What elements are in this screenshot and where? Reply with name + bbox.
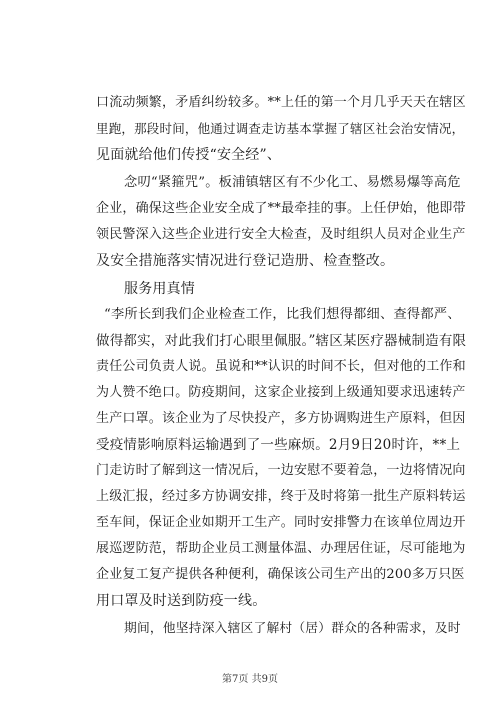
text-line: 受疫情影响原料运输遇到了一些麻烦。2月9日20时许，**上 (96, 437, 461, 453)
text-line: 至车间，保证企业如期开工生产。同时安排警力在该单位周边开 (96, 515, 466, 530)
text-line: 做得都实，对此我们打心眼里佩服。”辖区某医疗器械制造有限 (96, 333, 467, 349)
page-number-footer: 第7页 共9页 (222, 674, 278, 685)
text-line: 用口罩及时送到防疫一线。 (96, 593, 267, 609)
text-line: 门走访时了解到这一情况后，一边安慰不要着急，一边将情况向 (96, 463, 466, 478)
text-line: 里跑，那段时间，他通过调查走访基本掌握了辖区社会治安情况， (96, 121, 465, 136)
text-line: “李所长到我们企业检查工作，比我们想得都细、查得都严、 (104, 307, 461, 322)
text-line: 为人赞不绝口。防疫期间，这家企业接到上级通知要求迅速转产 (96, 385, 466, 400)
text-line: 上级汇报，经过多方协调安排，终于及时将第一批生产原料转运 (96, 489, 466, 504)
text-line: 及安全措施落实情况进行登记造册、检查整改。 (96, 253, 395, 269)
text-line: 见面就给他们传授“安全经”、 (96, 147, 282, 163)
text-line: 企业，确保这些企业安全成了**最牵挂的事。上任伊始，他即带 (96, 201, 466, 216)
text-line: 口流动频繁，矛盾纠纷较多。**上任的第一个月几乎天天在辖区 (96, 95, 466, 110)
text-line: 生产口罩。该企业为了尽快投产，多方协调购进生产原料，但因 (96, 411, 466, 426)
section-heading: 服务用真情 (124, 281, 195, 297)
text-line: 念叨“紧箍咒”。板浦镇辖区有不少化工、易燃易爆等高危 (124, 175, 461, 190)
text-line: 期间，他坚持深入辖区了解村（居）群众的各种需求，及时 (124, 621, 461, 636)
text-line: 企业复工复产提供各种便利，确保该公司生产出的200多万只医 (96, 567, 465, 582)
text-line: 责任公司负责人说。虽说和**认识的时间不长，但对他的工作和 (96, 359, 466, 374)
text-line: 领民警深入这些企业进行安全大检查，及时组织人员对企业生产 (96, 227, 466, 242)
text-line: 展巡逻防范，帮助企业员工测量体温、办理居住证，尽可能地为 (96, 541, 466, 556)
